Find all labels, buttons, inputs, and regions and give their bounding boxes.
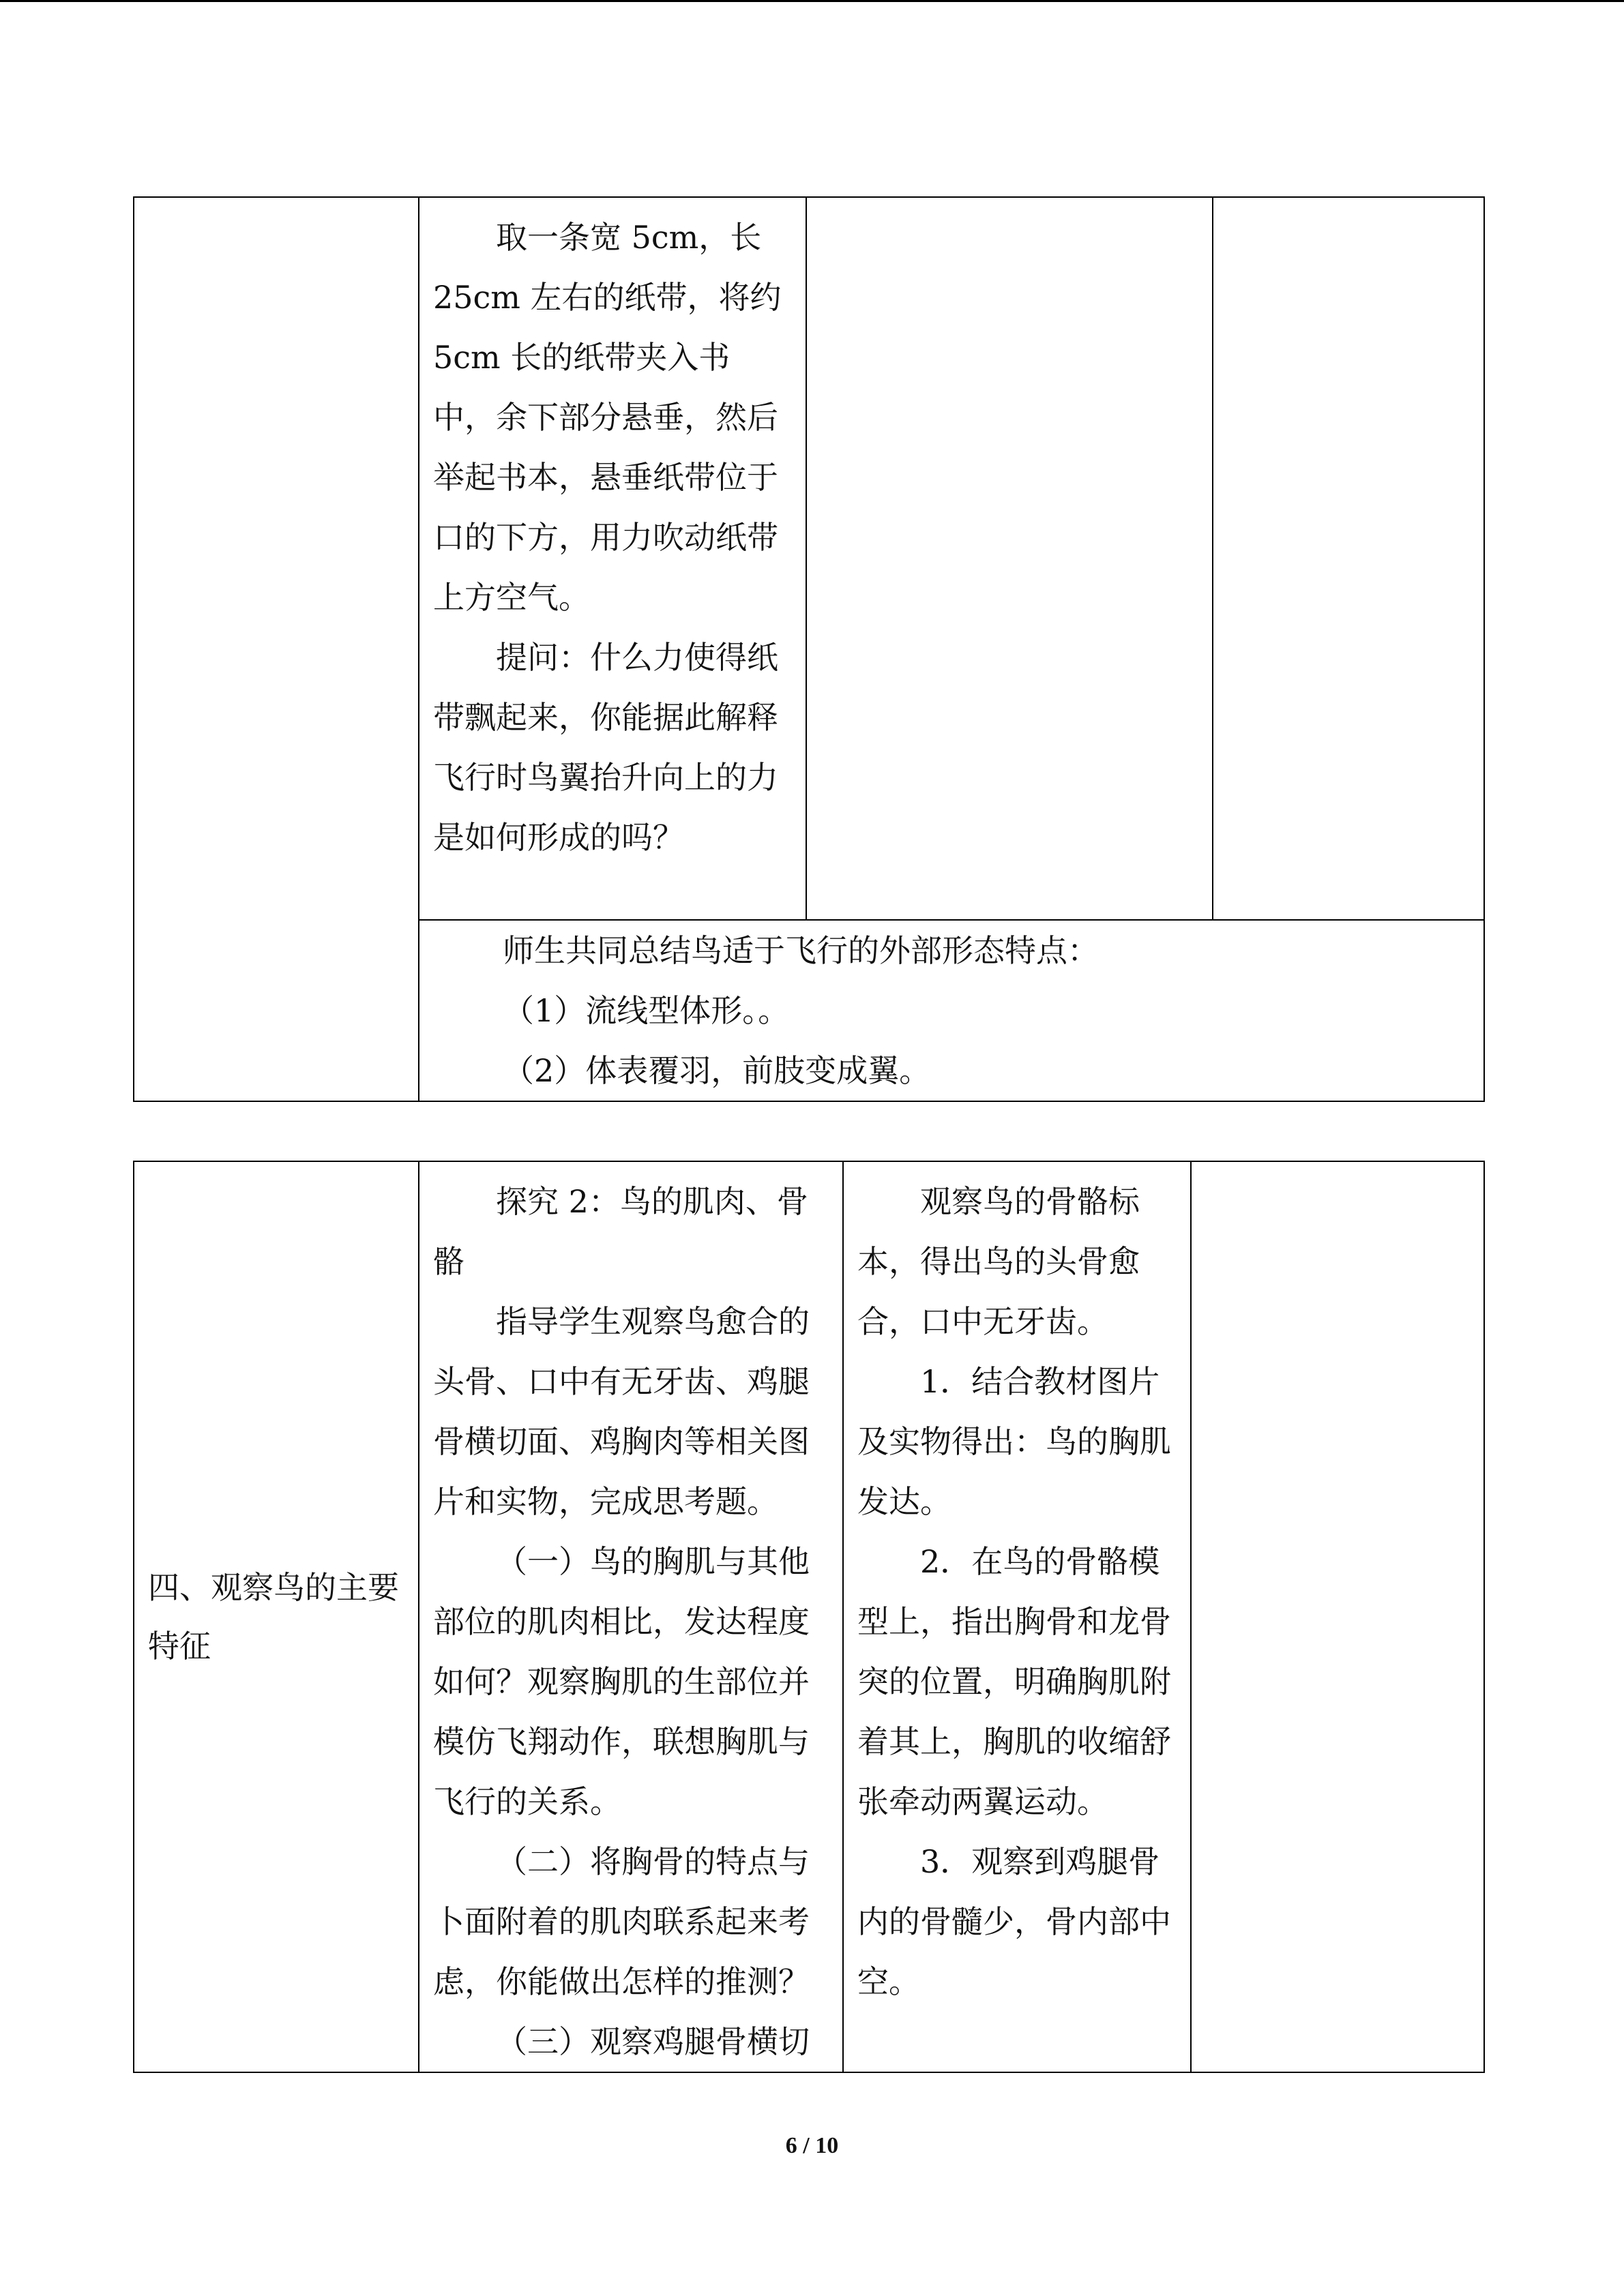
page-number: 6 / 10 bbox=[785, 2133, 839, 2158]
design-intent-cell-empty bbox=[1191, 1161, 1484, 2072]
design-intent-cell-empty bbox=[1213, 197, 1484, 920]
summary-title: 师生共同总结鸟适于飞行的外部形态特点： bbox=[503, 932, 1099, 969]
summary-cell bbox=[419, 920, 1484, 1101]
summary-item: （2）体表覆羽，前肢变成翼。 bbox=[503, 1052, 931, 1089]
teacher-activity-cell bbox=[419, 1161, 843, 2072]
student-activity-cell bbox=[843, 1161, 1191, 2072]
lesson-table-continued bbox=[133, 196, 1485, 1102]
section-title-cell bbox=[134, 1161, 419, 2072]
paragraph: 取一条宽 5cm，长25cm 左右的纸带，将约5cm 长的纸带夹入书中，余下部分悬垂，然后举起书本，悬垂纸带位于口的下方，用力吹动纸带上方空气。 bbox=[433, 219, 782, 616]
paragraph: 探究 2：鸟的肌肉、骨骼 bbox=[433, 1183, 808, 1280]
lesson-table bbox=[133, 1161, 1485, 2073]
paragraph: 提问：什么力使得纸带飘起来，你能据此解释飞行时鸟翼抬升向上的力是如何形成的吗？ bbox=[433, 639, 778, 856]
paragraph: （二）将胸骨的特点与卜面附着的肌肉联系起来考虑，你能做出怎样的推测？ bbox=[433, 1843, 810, 2000]
section-cell-empty bbox=[134, 197, 419, 1101]
paragraph: 3．观察到鸡腿骨内的骨髓少，骨内部中空。 bbox=[857, 1843, 1171, 2000]
paragraph: 观察鸟的骨骼标本，得出鸟的头骨愈合，口中无牙齿。 bbox=[857, 1183, 1140, 1340]
summary-item: （1）流线型体形。。 bbox=[503, 992, 790, 1029]
student-activity-cell-empty bbox=[806, 197, 1213, 920]
paragraph: （一）鸟的胸肌与其他部位的肌肉相比，发达程度如何？观察胸肌的生部位并模仿飞翔动作，联想胸肌与飞行的关系。 bbox=[433, 1543, 810, 1820]
teacher-activity-cell bbox=[419, 197, 806, 920]
page-top-border bbox=[0, 0, 1624, 2]
paragraph: 指导学生观察鸟愈合的头骨、口中有无牙齿、鸡腿骨横切面、鸡胸肉等相关图片和实物，完成思考题。 bbox=[433, 1303, 810, 1520]
paragraph: 2．在鸟的骨骼模型上，指出胸骨和龙骨突的位置，明确胸肌附着其上，胸肌的收缩舒张牵动两翼运动。 bbox=[857, 1543, 1171, 1820]
section-title: 四、观察鸟的主要特征 bbox=[148, 1569, 399, 1665]
paragraph: （三）观察鸡腿骨横切 bbox=[496, 2023, 810, 2060]
paragraph: 1．结合教材图片及实物得出：鸟的胸肌发达。 bbox=[857, 1363, 1171, 1520]
